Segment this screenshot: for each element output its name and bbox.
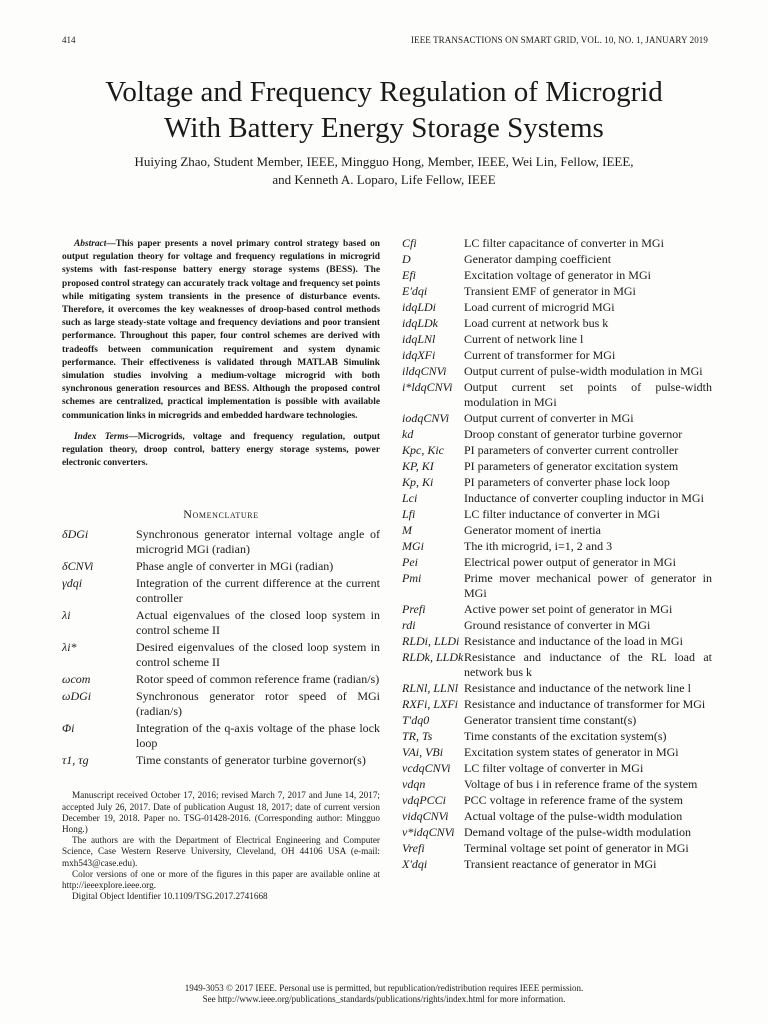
nomenclature-entry — [62, 721, 380, 751]
nomenclature-entry — [402, 555, 712, 570]
nomenclature-symbol: Pei — [402, 555, 418, 570]
nomenclature-definition: Generator moment of inertia — [464, 523, 601, 538]
nomenclature-entry — [402, 857, 712, 872]
index-terms-lead: Index Terms — [74, 431, 129, 442]
nomenclature-definition: LC filter inductance of converter in MGi — [464, 507, 660, 522]
nomenclature-definition: Electrical power output of generator in MGi — [464, 555, 676, 570]
nomenclature-symbol: ωcom — [62, 672, 91, 687]
nomenclature-symbol: vdqn — [402, 776, 426, 791]
nomenclature-symbol: Pmi — [402, 571, 422, 586]
nomenclature-definition: Resistance and inductance of the RL load at network bus k — [464, 650, 712, 679]
nomenclature-symbol: γdqi — [62, 576, 83, 591]
nomenclature-definition: Inductance of converter coupling inductor in MGi — [464, 491, 704, 506]
nomenclature-entry — [402, 507, 712, 522]
nomenclature-symbol: δDGi — [62, 527, 89, 542]
nomenclature-definition: Synchronous generator rotor speed of MGi (radian/s) — [136, 689, 380, 719]
nomenclature-entry — [402, 713, 712, 728]
nomenclature-symbol: VAi, VBi — [402, 744, 444, 759]
nomenclature-symbol: RLNl, LLNl — [402, 680, 459, 695]
copyright-footer — [40, 983, 728, 1005]
nomenclature-definition: PI parameters of converter phase lock loop — [464, 475, 670, 490]
nomenclature-entry — [402, 571, 712, 600]
left-column — [62, 238, 380, 902]
nomenclature-definition: Phase angle of converter in MGi (radian) — [136, 559, 334, 574]
nomenclature-definition: Desired eigenvalues of the closed loop system in control scheme II — [136, 640, 380, 670]
footnote-paragraph: Color versions of one or more of the figures in this paper are available online at http://ieeexplore.ieee.org. — [62, 868, 380, 891]
nomenclature-symbol: MGi — [402, 539, 424, 554]
nomenclature-entry — [402, 745, 712, 760]
nomenclature-symbol: T'dq0 — [402, 712, 430, 727]
nomenclature-symbol: vidqCNVi — [402, 809, 449, 824]
nomenclature-symbol: E'dqi — [402, 284, 428, 299]
footnote-paragraph: Manuscript received October 17, 2016; revised March 7, 2017 and June 14, 2017; accepted July 26, 2017. Date of publication August 18, 2017; date of current version December 19, 2018. Paper no. TSG-01428-2016. (Corresponding author: Mingguo Hong.) — [62, 790, 380, 835]
nomenclature-definition: PI parameters of converter current controller — [464, 443, 679, 458]
nomenclature-symbol: ildqCNVi — [402, 364, 447, 379]
nomenclature-definition: Transient EMF of generator in MGi — [464, 284, 636, 299]
nomenclature-definition: PI parameters of generator excitation system — [464, 459, 679, 474]
nomenclature-entry — [402, 443, 712, 458]
copyright-line: 1949-3053 © 2017 IEEE. Personal use is permitted, but republication/redistribution requires IEEE permission. — [184, 983, 584, 993]
nomenclature-symbol: RLDk, LLDk — [402, 650, 464, 665]
nomenclature-symbol: idqLDi — [402, 300, 437, 315]
author-list — [40, 153, 728, 189]
nomenclature-symbol: RLDi, LLDi — [402, 634, 460, 649]
authors-line-1: Huiying Zhao, Student Member, IEEE, Mingguo Hong, Member, IEEE, Wei Lin, Fellow, IEEE, — [134, 154, 634, 169]
abstract — [62, 238, 380, 423]
nomenclature-entry — [62, 689, 380, 719]
nomenclature-entry — [402, 634, 712, 649]
nomenclature-definition: Prime mover mechanical power of generator in MGi — [464, 571, 712, 600]
nomenclature-definition: Voltage of bus i in reference frame of the system — [464, 776, 698, 791]
rights-url-line: See http://www.ieee.org/publications_standards/publications/rights/index.html for more information. — [202, 994, 566, 1004]
nomenclature-symbol: X'dqi — [402, 857, 428, 872]
nomenclature-entry — [402, 236, 712, 251]
nomenclature-definition: Terminal voltage set point of generator in MGi — [464, 841, 689, 856]
nomenclature-symbol: Efi — [402, 268, 416, 283]
nomenclature-definition: Integration of the current difference at the current controller — [136, 576, 380, 606]
nomenclature-symbol: KP, KI — [402, 459, 434, 474]
nomenclature-entry — [402, 523, 712, 538]
nomenclature-definition: Demand voltage of the pulse-width modulation — [464, 825, 691, 840]
nomenclature-symbol: kd — [402, 427, 414, 442]
nomenclature-symbol: Prefi — [402, 601, 426, 616]
nomenclature-definition: Rotor speed of common reference frame (radian/s) — [136, 672, 380, 687]
nomenclature-symbol: i*ldqCNVi — [402, 380, 453, 395]
nomenclature-symbol: idqLDk — [402, 316, 438, 331]
nomenclature-entry — [402, 491, 712, 506]
nomenclature-symbol: RXFi, LXFi — [402, 696, 458, 711]
nomenclature-symbol: D — [402, 252, 411, 267]
nomenclature-symbol: rdi — [402, 618, 416, 633]
nomenclature-entry — [402, 650, 712, 679]
nomenclature-symbol: Kpc, Kic — [402, 443, 444, 458]
nomenclature-entry — [402, 539, 712, 554]
nomenclature-definition: LC filter capacitance of converter in MGi — [464, 236, 664, 250]
nomenclature-entry — [402, 459, 712, 474]
nomenclature-entry — [62, 753, 380, 768]
nomenclature-entry — [402, 618, 712, 633]
nomenclature-entry — [402, 284, 712, 299]
page-number: 414 — [62, 35, 76, 45]
nomenclature-symbol: τ1, τg — [62, 753, 89, 768]
nomenclature-definition: PCC voltage in reference frame of the system — [464, 793, 683, 807]
nomenclature-definition: Generator damping coefficient — [464, 252, 612, 267]
footnote-paragraph: Digital Object Identifier 10.1109/TSG.2017.2741668 — [72, 891, 268, 902]
nomenclature-definition: Integration of the q-axis voltage of the phase lock loop — [136, 721, 380, 751]
nomenclature-entry — [402, 427, 712, 442]
nomenclature-entry — [402, 300, 712, 315]
nomenclature-symbol: M — [402, 523, 412, 538]
nomenclature-definition: Time constants of the excitation system(s) — [464, 728, 667, 743]
nomenclature-entry — [402, 411, 712, 426]
nomenclature-definition: Output current of pulse-width modulation in MGi — [464, 364, 703, 379]
nomenclature-definition: Actual voltage of the pulse-width modulation — [464, 809, 683, 824]
authors-line-2: and Kenneth A. Loparo, Life Fellow, IEEE — [272, 172, 496, 187]
nomenclature-symbol: Kp, Ki — [402, 475, 434, 490]
nomenclature-entry — [402, 777, 712, 792]
nomenclature-list-left — [62, 527, 380, 768]
nomenclature-symbol: TR, Ts — [402, 728, 433, 743]
nomenclature-definition: Droop constant of generator turbine governor — [464, 427, 683, 442]
nomenclature-definition: The ith microgrid, i=1, 2 and 3 — [464, 539, 613, 554]
nomenclature-entry — [402, 825, 712, 840]
nomenclature-definition: Resistance and inductance of the network line l — [464, 680, 691, 695]
nomenclature-definition: Excitation voltage of generator in MGi — [464, 268, 651, 283]
index-terms-text: —Microgrids, voltage and frequency regulation, output regulation theory, droop control, battery energy storage systems, power electronic converters. — [62, 431, 380, 469]
nomenclature-definition: Output current set points of pulse-width modulation in MGi — [464, 380, 712, 409]
nomenclature-symbol: λi — [62, 608, 71, 623]
nomenclature-symbol: idqXFi — [402, 348, 436, 363]
nomenclature-symbol: Lci — [402, 491, 418, 506]
nomenclature-definition: Actual eigenvalues of the closed loop system in control scheme II — [136, 608, 380, 638]
nomenclature-entry — [62, 640, 380, 670]
nomenclature-definition: Current of transformer for MGi — [464, 348, 616, 363]
nomenclature-symbol: vdqPCCi — [402, 793, 446, 807]
nomenclature-entry — [402, 809, 712, 824]
title-line-1: Voltage and Frequency Regulation of Microgrid — [105, 76, 663, 108]
nomenclature-entry — [62, 672, 380, 687]
nomenclature-definition: Resistance and inductance of transformer for MGi — [464, 696, 706, 711]
nomenclature-entry — [62, 576, 380, 606]
nomenclature-symbol: vcdqCNVi — [402, 760, 451, 775]
nomenclature-entry — [402, 761, 712, 776]
nomenclature-symbol: Cfi — [402, 236, 417, 250]
nomenclature-list-right — [402, 236, 712, 873]
nomenclature-symbol: idqLNl — [402, 332, 436, 347]
nomenclature-entry — [402, 252, 712, 267]
abstract-text: —This paper presents a novel primary control strategy based on output regulation theory for voltage and frequency regulations in microgrid systems with fast-response battery energy storage systems (BESS). The proposed control strategy can accurately track voltage and frequency set points while mitigating system transients in the presence of disturbance events. Therefore, it overcomes the key weaknesses of droop-based control methods such as large steady-state voltage and frequency deviations and poor transient performance. Throughout this paper, four control schemes are derived with tradeoffs between communication requirement and system dynamic performance. Their effectiveness is validated through MATLAB Simulink simulation studies involving a medium-voltage microgrid with both synchronous generation resources and BESS. Although the proposed control schemes are centralized, practical implementation is possible with available communication links in microgrids and embedded hardware technologies. — [62, 239, 380, 421]
nomenclature-entry — [402, 364, 712, 379]
nomenclature-symbol: Φi — [62, 721, 75, 736]
nomenclature-symbol: δCNVi — [62, 559, 94, 574]
nomenclature-entry — [402, 681, 712, 696]
nomenclature-entry — [402, 332, 712, 347]
first-page-footnotes — [62, 790, 380, 902]
paper-title — [40, 74, 728, 146]
nomenclature-symbol: λi* — [62, 640, 77, 655]
nomenclature-definition: Active power set point of generator in MGi — [464, 601, 673, 616]
nomenclature-entry — [62, 559, 380, 574]
nomenclature-entry — [402, 841, 712, 856]
nomenclature-entry — [402, 729, 712, 744]
nomenclature-definition: Ground resistance of converter in MGi — [464, 618, 651, 633]
index-terms — [62, 431, 380, 471]
nomenclature-entry — [402, 475, 712, 490]
nomenclature-entry — [402, 602, 712, 617]
nomenclature-definition: Load current of microgrid MGi — [464, 300, 615, 315]
nomenclature-definition: Current of network line l — [464, 332, 584, 347]
nomenclature-definition: Time constants of generator turbine governor(s) — [136, 753, 366, 768]
nomenclature-heading: Nomenclature — [183, 507, 259, 522]
nomenclature-symbol: Vrefi — [402, 841, 425, 856]
nomenclature-entry — [402, 316, 712, 331]
nomenclature-definition: Synchronous generator internal voltage angle of microgrid MGi (radian) — [136, 527, 380, 557]
nomenclature-symbol: Lfi — [402, 507, 416, 522]
nomenclature-symbol: ωDGi — [62, 689, 92, 704]
nomenclature-entry — [62, 527, 380, 557]
footnote-paragraph: The authors are with the Department of Electrical Engineering and Computer Science, Case Western Reserve University, Cleveland, OH 44106 USA (e-mail: mxh543@case.edu). — [62, 835, 380, 868]
nomenclature-definition: Load current at network bus k — [464, 316, 609, 331]
title-line-2: With Battery Energy Storage Systems — [164, 112, 604, 144]
nomenclature-entry — [62, 608, 380, 638]
running-header — [62, 35, 708, 49]
nomenclature-entry — [402, 348, 712, 363]
nomenclature-definition: Excitation system states of generator in MGi — [464, 744, 679, 759]
nomenclature-definition: Transient reactance of generator in MGi — [464, 857, 657, 872]
nomenclature-symbol: iodqCNVi — [402, 410, 450, 425]
abstract-lead: Abstract — [74, 239, 107, 249]
nomenclature-entry — [402, 268, 712, 283]
journal-name: IEEE TRANSACTIONS ON SMART GRID, VOL. 10, NO. 1, JANUARY 2019 — [411, 35, 708, 45]
nomenclature-entry — [402, 697, 712, 712]
nomenclature-entry — [402, 793, 712, 808]
nomenclature-entry — [402, 380, 712, 409]
nomenclature-definition: Output current of converter in MGi — [464, 410, 634, 425]
nomenclature-definition: Resistance and inductance of the load in MGi — [464, 634, 683, 649]
nomenclature-symbol: v*idqCNVi — [402, 825, 455, 840]
nomenclature-definition: LC filter voltage of converter in MGi — [464, 760, 644, 775]
nomenclature-definition: Generator transient time constant(s) — [464, 712, 637, 727]
